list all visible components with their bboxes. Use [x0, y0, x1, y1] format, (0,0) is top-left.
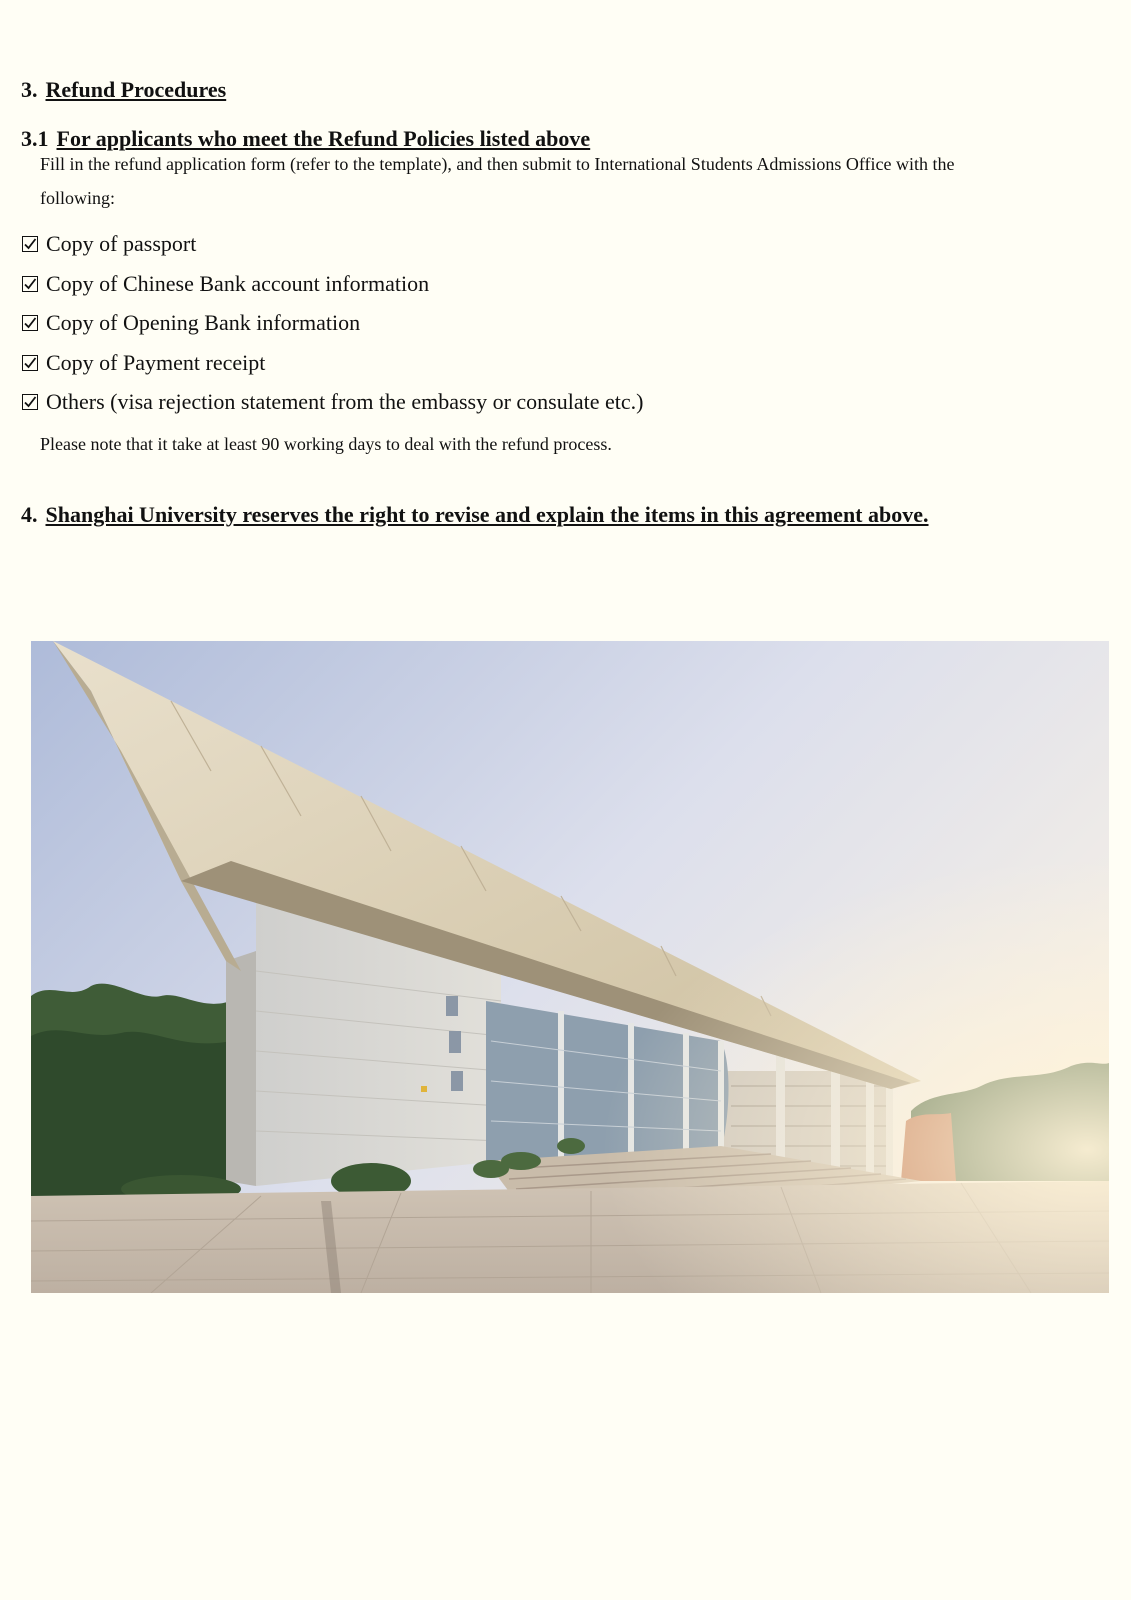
section-title: For applicants who meet the Refund Policies listed above [56, 126, 591, 151]
section-number: 4. [21, 502, 38, 527]
checked-box-icon [22, 276, 38, 292]
intro-paragraph-line-2: following: [40, 188, 115, 208]
checklist-item [22, 308, 643, 348]
section-number: 3. [21, 77, 38, 102]
intro-paragraph-line-1: Fill in the refund application form (refer to the template), and then submit to International Students Admissions Office with the [40, 154, 955, 174]
section-title: Shanghai University reserves the right to revise and explain the items in this agreement above. [45, 502, 929, 527]
section-4-heading [21, 502, 929, 528]
required-documents-checklist [22, 229, 643, 427]
section-title: Refund Procedures [45, 77, 227, 102]
checklist-item-label: Others (visa rejection statement from the embassy or consulate etc.) [46, 389, 644, 414]
checklist-item-label: Copy of Chinese Bank account information [46, 270, 430, 296]
checked-box-icon [22, 394, 38, 410]
processing-time-note: Please note that it take at least 90 working days to deal with the refund process. [40, 434, 612, 454]
section-3-heading [21, 77, 226, 103]
checked-box-icon [22, 236, 38, 252]
checklist-item-label: Copy of Opening Bank information [46, 310, 361, 335]
section-number: 3.1 [21, 126, 49, 151]
checked-box-icon [22, 315, 38, 331]
checklist-item [22, 348, 643, 388]
checklist-item [22, 387, 643, 427]
checklist-item-label: Copy of Payment receipt [46, 349, 266, 375]
checked-box-icon [22, 355, 38, 371]
checklist-item-label: Copy of passport [46, 231, 197, 256]
campus-building-photo [31, 641, 1109, 1293]
checklist-item [22, 269, 643, 309]
checklist-item [22, 229, 643, 269]
